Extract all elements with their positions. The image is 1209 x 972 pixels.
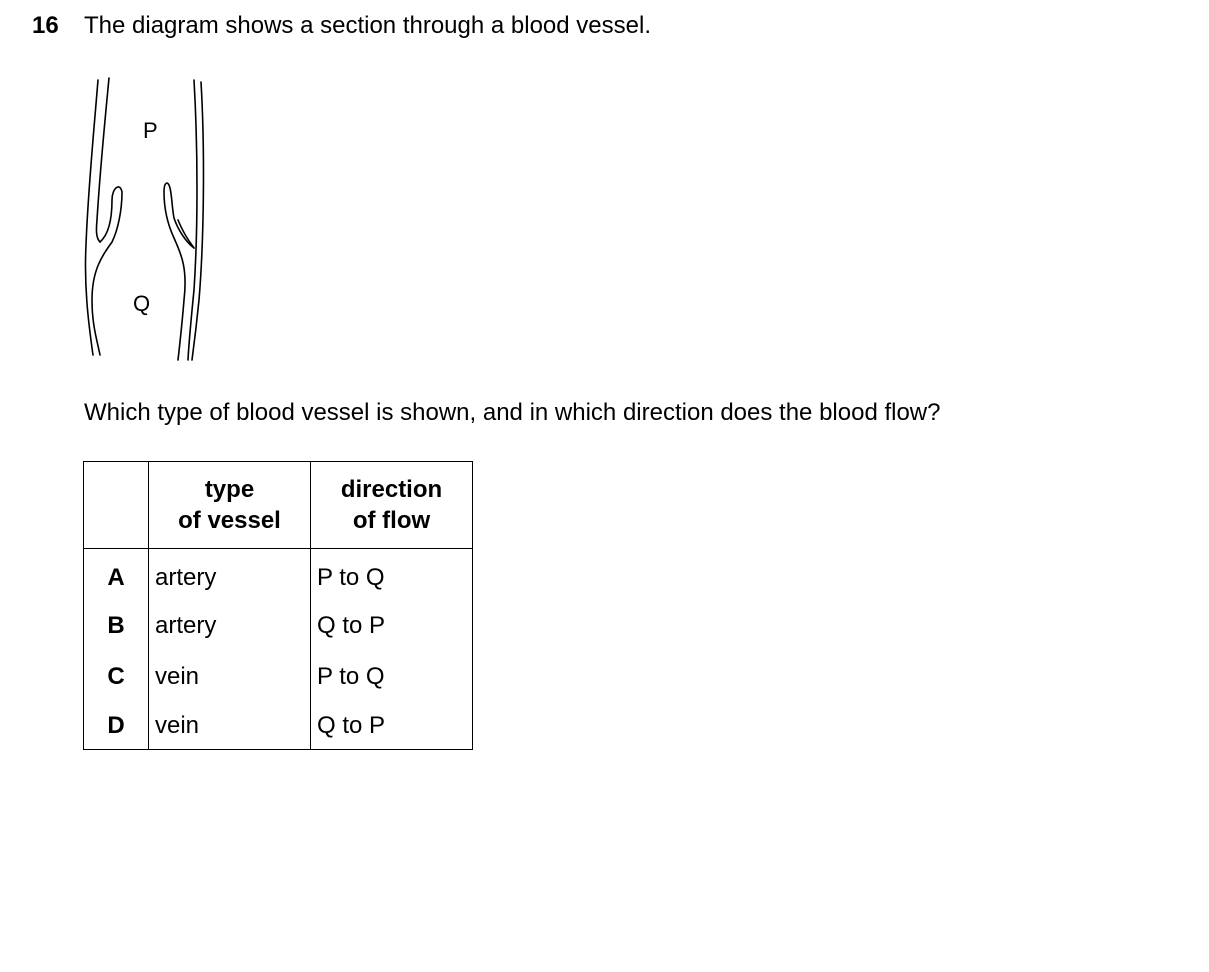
option-vessel: vein (149, 702, 311, 750)
header-type-line2: of vessel (178, 507, 281, 534)
header-blank (84, 462, 149, 549)
left-valve-flap (92, 187, 122, 355)
label-p: P (143, 118, 158, 143)
question-number: 16 (32, 12, 59, 39)
answer-table (83, 461, 473, 750)
option-direction: P to Q (311, 651, 473, 702)
left-wall-inner (96, 78, 109, 242)
option-vessel: artery (149, 549, 311, 601)
header-type-of-vessel (149, 462, 311, 549)
option-row-b[interactable] (84, 600, 473, 651)
option-vessel: artery (149, 600, 311, 651)
blood-vessel-diagram (70, 70, 230, 370)
option-vessel: vein (149, 651, 311, 702)
option-row-a[interactable] (84, 549, 473, 601)
option-row-c[interactable] (84, 651, 473, 702)
question-stem: The diagram shows a section through a blood vessel. (84, 12, 651, 39)
option-letter: D (84, 702, 149, 750)
header-direction-of-flow (311, 462, 473, 549)
option-direction: Q to P (311, 600, 473, 651)
right-valve-inner (178, 220, 194, 248)
label-q: Q (133, 291, 151, 316)
left-wall-outer (85, 80, 98, 355)
option-letter: B (84, 600, 149, 651)
right-wall-outer-b (192, 82, 203, 360)
option-letter: A (84, 549, 149, 601)
blood-vessel-drawing (70, 70, 230, 370)
question-prompt: Which type of blood vessel is shown, and in which direction does the blood flow? (84, 399, 941, 426)
header-row (84, 462, 473, 549)
option-direction: Q to P (311, 702, 473, 750)
option-direction: P to Q (311, 549, 473, 601)
header-direction-line2: of flow (352, 507, 431, 534)
option-letter: C (84, 651, 149, 702)
right-wall-outer-a (188, 80, 197, 360)
header-type-line1: type (204, 476, 255, 503)
option-row-d[interactable] (84, 702, 473, 750)
header-direction-line1: direction (340, 476, 443, 503)
